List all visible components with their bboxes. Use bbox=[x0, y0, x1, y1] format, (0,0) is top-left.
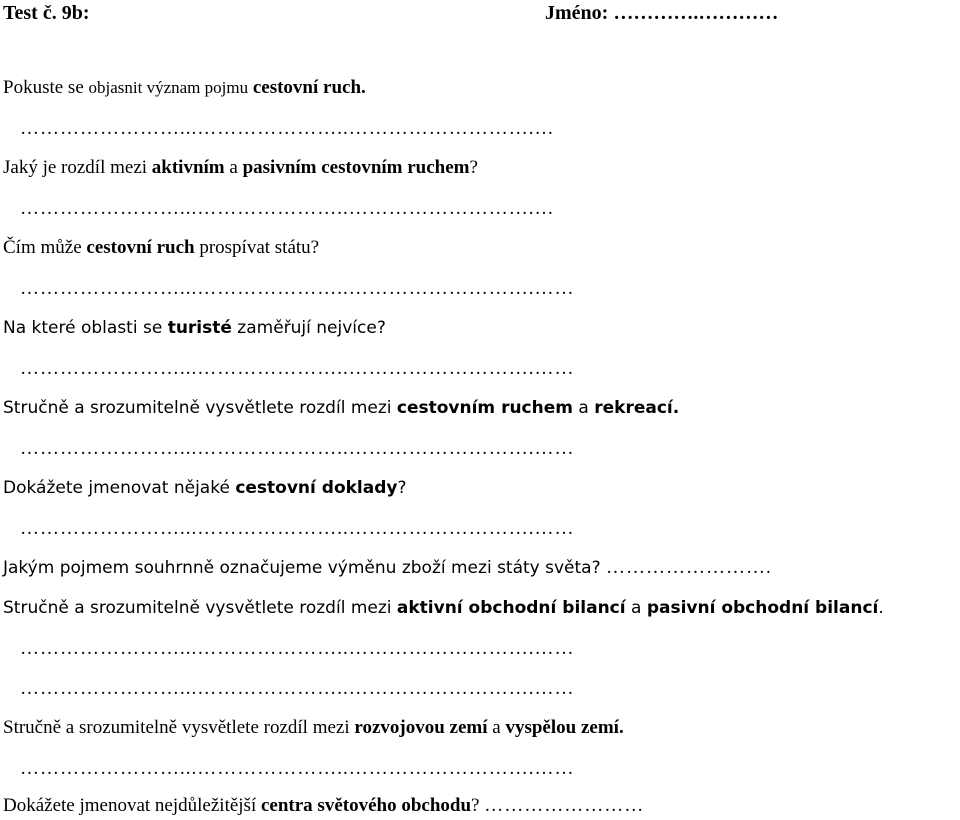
answer-line-4[interactable]: ……………………...…………………..……………………….…… bbox=[20, 358, 575, 379]
question-5: Stručně a srozumitelně vysvětlete rozdíl mezi cestovním ruchem a rekreací. bbox=[3, 398, 680, 418]
answer-line-8b[interactable]: ……………………...…………………..……………………….…… bbox=[20, 678, 575, 699]
name-blank[interactable]: ………….………… bbox=[613, 2, 779, 24]
answer-line-6[interactable]: ……………………...…………………..……………………….…… bbox=[20, 518, 575, 539]
test-title: Test č. 9b: bbox=[3, 2, 90, 24]
question-9: Stručně a srozumitelně vysvětlete rozdíl mezi rozvojovou zemí a vyspělou zemí. bbox=[3, 717, 624, 738]
answer-line-10[interactable]: …………………… bbox=[484, 795, 645, 816]
question-6: Dokážete jmenovat nějaké cestovní doklady? bbox=[3, 478, 407, 498]
name-field[interactable] bbox=[545, 2, 778, 25]
answer-line-9[interactable]: ……………………...…………………..……………………….…… bbox=[20, 758, 575, 779]
answer-line-3[interactable]: ……………………...…………………..……………………….…… bbox=[20, 278, 575, 299]
question-3: Čím může cestovní ruch prospívat státu? bbox=[3, 237, 320, 258]
question-7: Jakým pojmem souhrnně označujeme výměnu zboží mezi státy světa? ……………………. bbox=[3, 557, 772, 578]
answer-line-7[interactable]: ……………………. bbox=[606, 557, 772, 578]
name-label: Jméno: bbox=[545, 2, 609, 24]
answer-line-8a[interactable]: ……………………...…………………..……………………….…… bbox=[20, 638, 575, 659]
question-2: Jaký je rozdíl mezi aktivním a pasivním cestovním ruchem? bbox=[3, 157, 478, 178]
answer-line-1[interactable]: ……………………...…………………..……………………….… bbox=[20, 118, 555, 139]
answer-line-2[interactable]: ……………………...…………………..……………………….… bbox=[20, 198, 555, 219]
question-8: Stručně a srozumitelně vysvětlete rozdíl mezi aktivní obchodní bilancí a pasivní obchodní bilancí. bbox=[3, 598, 884, 618]
question-1: Pokuste se objasnit význam pojmu cestovní ruch. bbox=[3, 77, 366, 98]
answer-line-5[interactable]: ……………………...…………………..……………………….…… bbox=[20, 438, 575, 459]
question-4: Na které oblasti se turisté zaměřují nejvíce? bbox=[3, 318, 386, 338]
question-10: Dokážete jmenovat nejdůležitější centra světového obchodu? …………………… bbox=[3, 795, 645, 816]
